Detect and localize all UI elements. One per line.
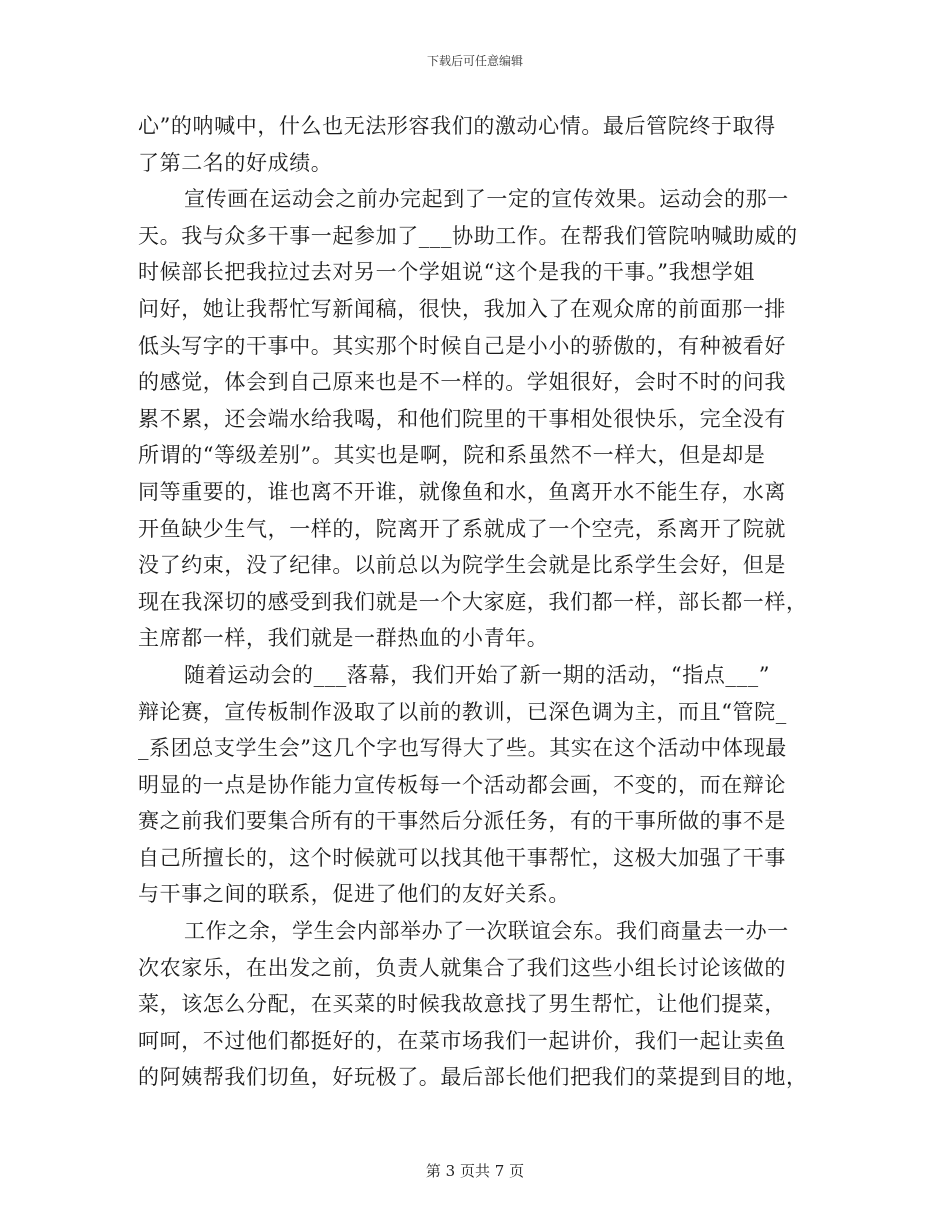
text-line: 天。我与众多干事一起参加了___协助工作。在帮我们管院呐喊助威的	[138, 223, 798, 248]
text-line: 菜，该怎么分配，在买菜的时候我故意找了男生帮忙，让他们提菜，	[138, 992, 786, 1017]
text-line: 低头写字的干事中。其实那个时候自己是小小的骄傲的，有种被看好	[138, 333, 786, 358]
text-line: 了第二名的好成绩。	[138, 150, 333, 175]
text-line: 明显的一点是协作能力宣传板每一个活动都会画，不变的，而在辩论	[138, 772, 786, 797]
paragraph-first-line: 工作之余，学生会内部举办了一次联谊会东。我们商量去一办一	[184, 919, 789, 944]
page-footer: 第 3 页共 7 页	[425, 1162, 525, 1180]
text-line: 现在我深切的感受到我们就是一个大家庭，我们都一样，部长都一样，	[138, 589, 808, 614]
text-line: _系团总支学生会”这几个字也写得大了些。其实在这个活动中体现最	[138, 736, 787, 761]
paragraph-first-line: 宣传画在运动会之前办完起到了一定的宣传效果。运动会的那一	[184, 187, 789, 212]
page-header: 下载后可任意编辑	[426, 54, 523, 68]
text-line: 呵呵，不过他们都挺好的，在菜市场我们一起讲价，我们一起让卖鱼	[138, 1028, 786, 1053]
text-line: 自己所擅长的，这个时候就可以找其他干事帮忙，这极大加强了干事	[138, 845, 786, 870]
text-line: 所谓的“等级差别”。其实也是啊，院和系虽然不一样大，但是却是	[138, 443, 766, 468]
text-line: 赛之前我们要集合所有的干事然后分派任务，有的干事所做的事不是	[138, 809, 786, 834]
text-line: 次农家乐，在出发之前，负责人就集合了我们这些小组长讨论该做的	[138, 955, 786, 980]
text-line: 主席都一样，我们就是一群热血的小青年。	[138, 626, 549, 651]
text-line: 与干事之间的联系，促进了他们的友好关系。	[138, 882, 570, 907]
text-line: 时候部长把我拉过去对另一个学姐说“这个是我的干事。”我想学姐	[138, 260, 755, 285]
text-line: 同等重要的，谁也离不开谁，就像鱼和水，鱼离开水不能生存，水离	[138, 479, 786, 504]
text-line: 没了约束，没了纪律。以前总以为院学生会就是比系学生会好，但是	[138, 553, 786, 578]
text-line: 累不累，还会端水给我喝，和他们院里的干事相处很快乐，完全没有	[138, 406, 786, 431]
document-body	[138, 108, 818, 1096]
text-line: 的阿姨帮我们切鱼，好玩极了。最后部长他们把我们的菜提到目的地，	[138, 1065, 808, 1090]
text-line: 开鱼缺少生气，一样的，院离开了系就成了一个空壳，系离开了院就	[138, 516, 786, 541]
paragraph-first-line: 随着运动会的___落幕，我们开始了新一期的活动，“指点___”	[184, 662, 771, 687]
text-line: 问好，她让我帮忙写新闻稿，很快，我加入了在观众席的前面那一排	[138, 296, 786, 321]
text-line: 心”的呐喊中，什么也无法形容我们的激动心情。最后管院终于取得	[138, 114, 776, 138]
text-line: 辩论赛，宣传板制作汲取了以前的教训，已深色调为主，而且“管院_	[138, 699, 787, 724]
text-line: 的感觉，体会到自己原来也是不一样的。学姐很好，会时不时的问我	[138, 370, 786, 395]
